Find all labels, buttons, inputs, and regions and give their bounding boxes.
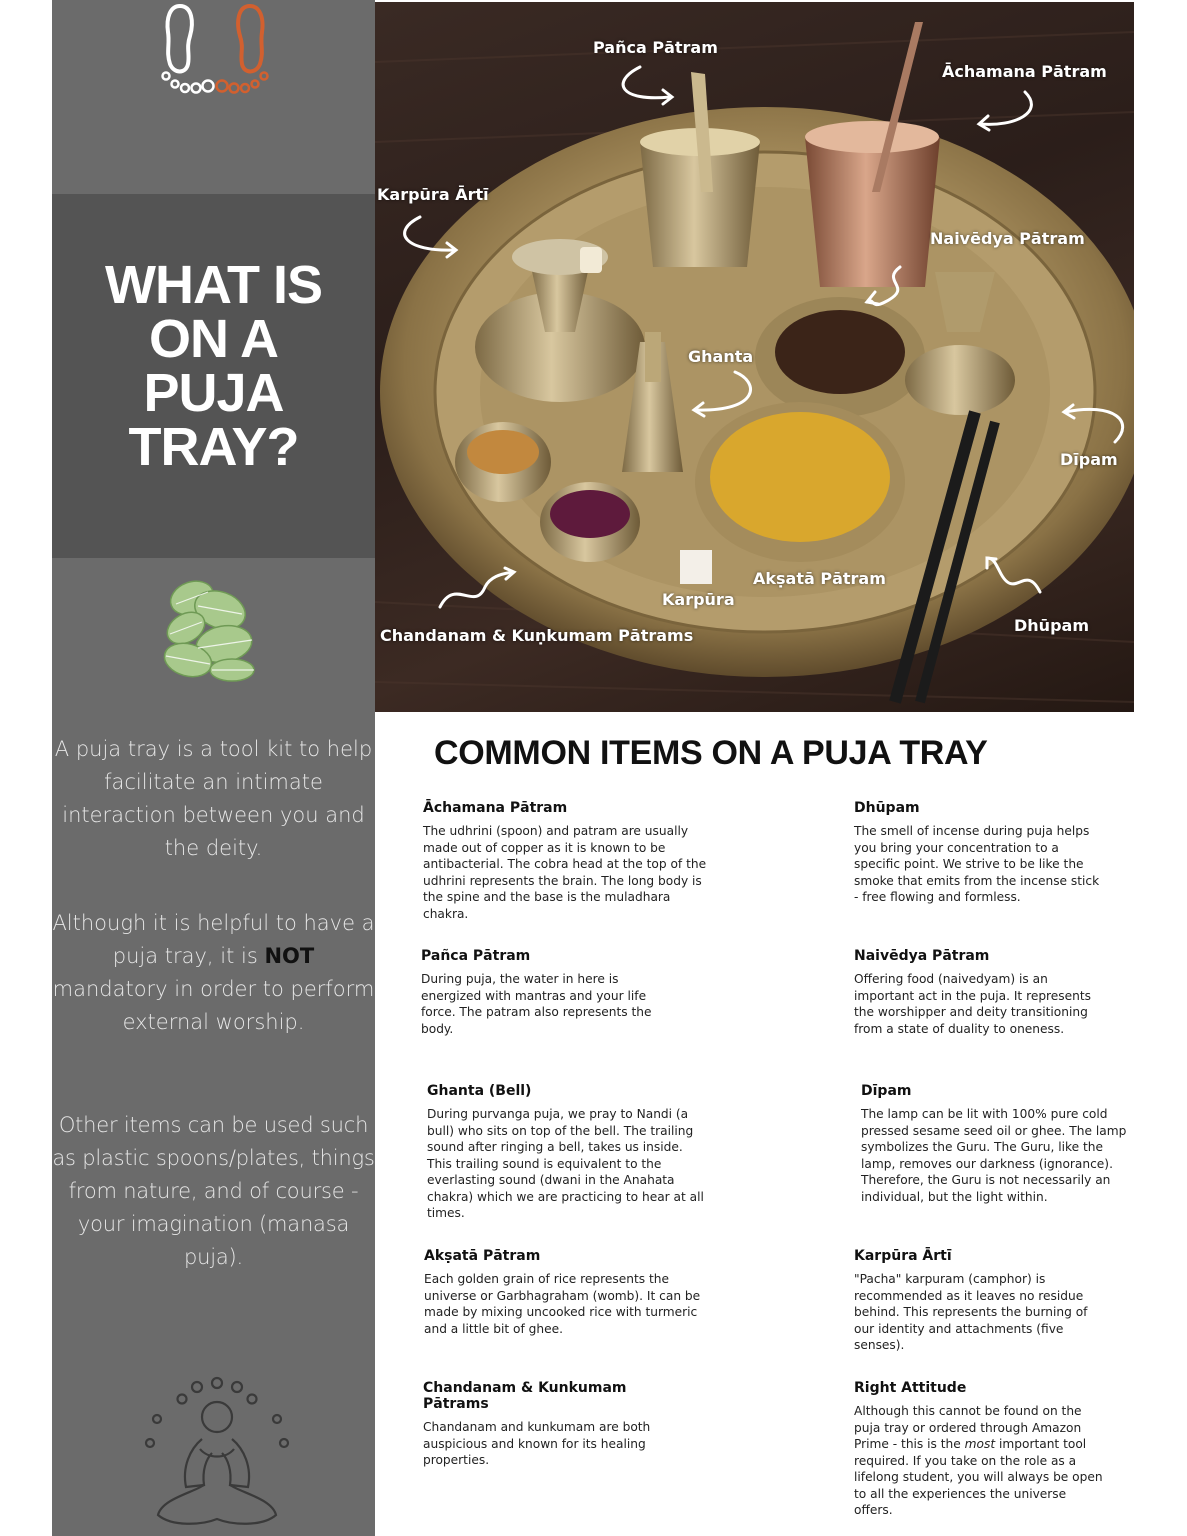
label-achamana-patram: Āchamana Pātram <box>942 62 1107 81</box>
item-naivedya-patram <box>854 948 1104 1037</box>
para-text: mandatory in order to perform external worship. <box>52 977 375 1034</box>
item-title: Pañca Pātram <box>421 948 531 964</box>
item-panca-patram <box>421 948 653 1037</box>
label-panca-patram: Pañca Pātram <box>593 38 718 57</box>
item-title: Āchamana Pātram <box>423 800 568 816</box>
feet-logo-icon <box>158 2 272 98</box>
item-ghanta <box>427 1083 707 1222</box>
item-title: Dhūpam <box>854 800 920 816</box>
item-title: Karpūra Ārtī <box>854 1248 952 1264</box>
item-text: During purvanga puja, we pray to Nandi (a bull) who sits on top of the bell. The trailing sound after ringing a bell, takes us inside. This trailing sound is equivalent to the everlasting sound (dwani in the Anahata chakra) which we are practicing to hear at all times. <box>427 1107 704 1220</box>
label-dipam: Dīpam <box>1060 450 1118 469</box>
page-title <box>52 255 375 477</box>
item-title: Naivēdya Pātram <box>854 948 990 964</box>
label-karpura-arti: Karpūra Ārtī <box>377 185 489 204</box>
label-karpura: Karpūra <box>662 590 735 609</box>
optional-tray-paragraph <box>52 907 375 1039</box>
title-line: TRAY? <box>128 417 299 477</box>
item-text: Chandanam and kunkumam are both auspicious and known for its healing properties. <box>423 1420 651 1467</box>
item-text-emphasis: most <box>964 1437 996 1451</box>
item-chandanam-kunkumam <box>423 1380 693 1469</box>
puja-tray-illustration <box>375 2 1134 712</box>
item-text: "Pacha" karpuram (camphor) is recommended as it leaves no residue behind. This represents the burning of our identity and attachments (five senses). <box>854 1272 1088 1352</box>
puja-tray-photo <box>375 2 1134 712</box>
item-title: Chandanam & Kunkumam Pātrams <box>423 1380 627 1412</box>
meditation-figure-icon <box>142 1375 292 1535</box>
item-text: Offering food (naivedyam) is an important act in the puja. It represents the worshipper and deity transitioning from a state of duality to oneness. <box>854 972 1091 1036</box>
item-right-attitude <box>854 1380 1104 1519</box>
section-heading: COMMON ITEMS ON A PUJA TRAY <box>434 734 988 772</box>
alternatives-paragraph: Other items can be used such as plastic spoons/plates, things from nature, and of course - your imagination (manasa puja). <box>52 1113 375 1269</box>
label-chandanam-kunkumam: Chandanam & Kuṇkumam Pātrams <box>380 626 694 645</box>
item-text: The smell of incense during puja helps you bring your concentration to a specific point. We strive to be like the smoke that emits from the incense stick - free flowing and formless. <box>854 824 1100 904</box>
title-line: WHAT IS <box>105 255 322 315</box>
item-text: The udhrini (spoon) and patram are usually made out of copper as it is known to be antibacterial. The cobra head at the top of the udhrini represents the brain. The long body is the spine and the base is the muladhara chakra. <box>423 824 707 921</box>
intro-paragraph: A puja tray is a tool kit to help facilitate an intimate interaction between you and the deity. <box>54 737 373 860</box>
label-ghanta: Ghanta <box>688 347 754 366</box>
item-title: Dīpam <box>861 1083 912 1099</box>
title-line: ON A <box>149 309 278 369</box>
item-text: Each golden grain of rice represents the universe or Garbhagraham (womb). It can be made by mixing uncooked rice with turmeric and a little bit of ghee. <box>424 1272 701 1336</box>
item-karpura-arti <box>854 1248 1104 1354</box>
item-title: Akṣatā Pātram <box>424 1248 541 1264</box>
title-line: PUJA <box>143 363 284 423</box>
item-text: During puja, the water in here is energized with mantras and your life force. The patram also represents the body. <box>421 972 652 1036</box>
item-text <box>854 1403 1104 1519</box>
para-text: Although it is helpful to have a puja tray, it is <box>52 911 375 968</box>
item-text-part: Although this cannot be found on the puja tray or ordered through Amazon Prime - this is the <box>854 1404 1082 1451</box>
item-achamana-patram <box>423 800 713 922</box>
item-title: Ghanta (Bell) <box>427 1083 532 1099</box>
ganesha-leaf-icon <box>158 578 260 682</box>
item-dhupam <box>854 800 1104 906</box>
item-text-part: important tool required. If you take on the role as a lifelong student, you will always be open to all the experiences the universe offers. <box>854 1437 1103 1517</box>
item-title: Right Attitude <box>854 1380 967 1396</box>
label-dhupam: Dhūpam <box>1014 616 1089 635</box>
item-text: The lamp can be lit with 100% pure cold pressed sesame seed oil or ghee. The lamp symbolizes the Guru. The Guru, like the lamp, removes our darkness (ignorance). Therefore, the Guru is not necessarily an individual, but the light within. <box>861 1107 1127 1204</box>
label-naivedya-patram: Naivēdya Pātram <box>930 229 1085 248</box>
item-dipam <box>861 1083 1129 1205</box>
emphasis-not: NOT <box>264 944 315 968</box>
item-aksata-patram <box>424 1248 704 1337</box>
label-aksata-patram: Akṣatā Pātram <box>753 569 886 588</box>
